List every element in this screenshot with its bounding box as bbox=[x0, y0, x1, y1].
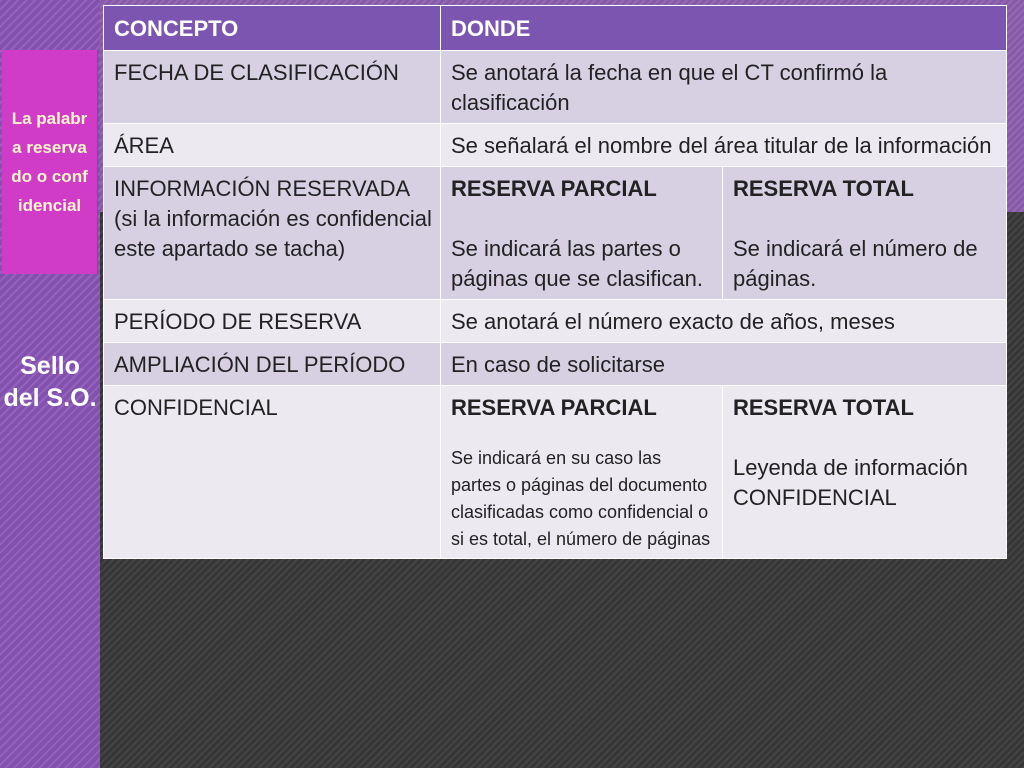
reserved-note-box bbox=[2, 50, 98, 274]
reserved-note-text: La palabra reservado o confidencial bbox=[11, 109, 88, 215]
partial-confidential-title: RESERVA PARCIAL bbox=[451, 395, 657, 420]
total-confidential-cell bbox=[723, 386, 1007, 559]
row-concept-cell bbox=[104, 167, 441, 300]
row-concept: FECHA DE CLASIFICACIÓN bbox=[104, 51, 441, 124]
partial-reserve-text: Se indicará las partes o páginas que se clasifican. bbox=[451, 236, 703, 291]
total-reserve-title: RESERVA TOTAL bbox=[733, 176, 914, 201]
row-where: En caso de solicitarse bbox=[441, 343, 1007, 386]
classification-table bbox=[103, 5, 1007, 559]
total-confidential-text: Leyenda de información CONFIDENCIAL bbox=[733, 455, 968, 510]
partial-reserve-cell bbox=[441, 167, 723, 300]
header-where: DONDE bbox=[441, 6, 1007, 51]
partial-confidential-cell bbox=[441, 386, 723, 559]
left-panel bbox=[0, 0, 100, 768]
total-reserve-cell bbox=[723, 167, 1007, 300]
row-where: Se anotará la fecha en que el CT confirmó la clasificación bbox=[441, 51, 1007, 124]
seal-label: Sello del S.O. bbox=[3, 352, 97, 412]
header-concept: CONCEPTO bbox=[104, 6, 441, 51]
table-row bbox=[104, 300, 1007, 343]
row-concept: INFORMACIÓN RESERVADA bbox=[114, 176, 411, 201]
total-reserve-text: Se indicará el número de páginas. bbox=[733, 236, 978, 291]
partial-reserve-title: RESERVA PARCIAL bbox=[451, 176, 657, 201]
table-row bbox=[104, 386, 1007, 559]
row-concept: ÁREA bbox=[104, 124, 441, 167]
table-row bbox=[104, 124, 1007, 167]
row-concept: PERÍODO DE RESERVA bbox=[104, 300, 441, 343]
table-header-row bbox=[104, 6, 1007, 51]
table-row bbox=[104, 343, 1007, 386]
table-row bbox=[104, 51, 1007, 124]
row-concept-note: (si la información es confidencial este apartado se tacha) bbox=[114, 206, 432, 261]
table-row bbox=[104, 167, 1007, 300]
row-where: Se anotará el número exacto de años, meses bbox=[441, 300, 1007, 343]
row-where: Se señalará el nombre del área titular de la información bbox=[441, 124, 1007, 167]
total-confidential-title: RESERVA TOTAL bbox=[733, 395, 914, 420]
row-concept: AMPLIACIÓN DEL PERÍODO bbox=[104, 343, 441, 386]
partial-confidential-text: Se indicará en su caso las partes o páginas del documento clasificadas como confidencial o si es total, el número de páginas bbox=[451, 448, 711, 549]
row-concept: CONFIDENCIAL bbox=[104, 386, 441, 559]
